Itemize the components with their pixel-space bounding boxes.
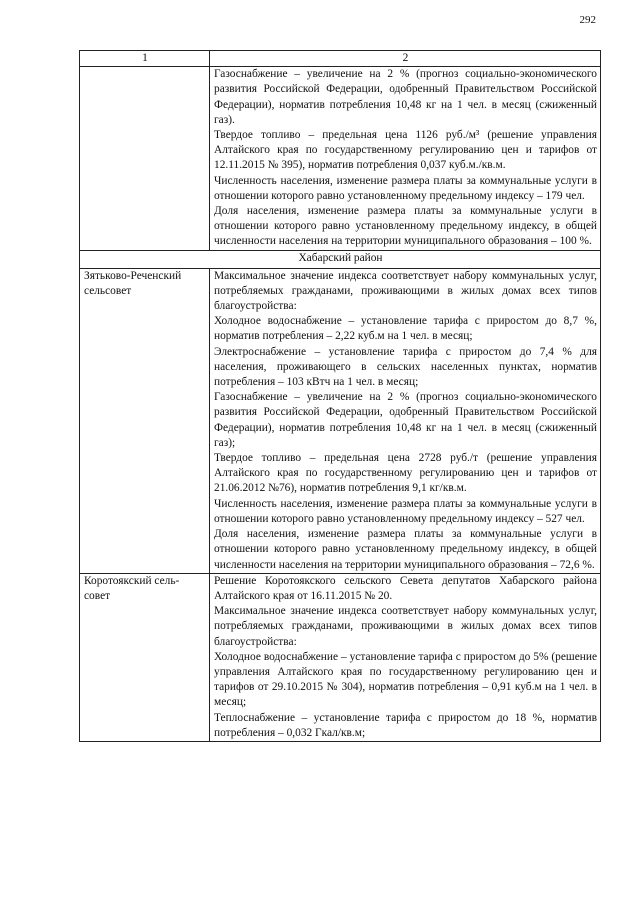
settlement-name-cell (80, 67, 210, 250)
settlement-name-line: Коротоякский сель- (84, 574, 180, 587)
paragraph: Теплоснабжение – установление тарифа с приростом до 18 %, норматив потребления – 0,032 Гкал/кв.м; (214, 711, 597, 739)
table-header-row (80, 51, 601, 67)
settlement-name-cell (80, 573, 210, 741)
paragraph: Холодное водоснабжение – установление тарифа с приростом до 8,7 %, норматив потребления – 2,22 куб.м на 1 чел. в месяц; (214, 315, 597, 343)
paragraph: Электроснабжение – установление тарифа с приростом до 7,4 % для населения, проживающего в сельских населенных пунктах, норматив потребления – 103 кВтч на 1 чел. в месяц; (214, 345, 597, 389)
description-cell (210, 67, 601, 250)
description-cell (210, 573, 601, 741)
settlement-name-cell (80, 268, 210, 573)
district-row (80, 250, 601, 268)
table-row (80, 573, 601, 741)
paragraph: Численность населения, изменение размера платы за коммунальные услуги в отношении которого равно установленному предельному индексу – 527 чел. (214, 497, 597, 525)
paragraph: Газоснабжение – увеличение на 2 % (прогноз социально-экономического развития Российской Федерации, одобренный Правительством Российской Федерации), норматив потребления 10,48 кг на 1 чел. в месяц (сжиженный газ). (214, 68, 597, 126)
page-number: 292 (579, 14, 596, 26)
description-cell (210, 268, 601, 573)
paragraph: Доля населения, изменение размера платы за коммунальные услуги в отношении которого равно установленному предельному индексу, в общей численности населения на территории муниципального образования – 72,6 %. (214, 528, 597, 571)
table-row (80, 268, 601, 573)
paragraph: Максимальное значение индекса соответствует набору коммунальных услуг, потребляемых гражданами, проживающими в жилых домах всех типов благоустройства: (214, 605, 597, 648)
table-row (80, 67, 601, 250)
paragraph: Максимальное значение индекса соответствует набору коммунальных услуг, потребляемых гражданами, проживающими в жилых домах всех типов благоустройства: (214, 269, 597, 313)
settlement-name-line: сельсовет (84, 284, 132, 297)
paragraph: Холодное водоснабжение – установление тарифа с приростом до 5% (решение управления Алтайского края по государственному регулированию цен и тарифов от 29.10.2015 № 304), норматив потребления – 0,91 куб.м на 1 чел. в месяц; (214, 650, 597, 709)
header-col-2: 2 (210, 51, 601, 67)
paragraph: Численность населения, изменение размера платы за коммунальные услуги в отношении которого равно установленному предельному индексу – 179 чел. (214, 174, 597, 202)
paragraph: Газоснабжение – увеличение на 2 % (прогноз социально-экономического развития Российской Федерации, одобренный Правительством Российской Федерации), норматив потребления 10,48 кг на 1 чел. в месяц (сжиженный газ); (214, 391, 597, 449)
tariff-table (79, 50, 601, 742)
paragraph: Решение Коротоякского сельского Севета депутатов Хабарского района Алтайского края от 16.11.2015 № 20. (214, 574, 597, 602)
paragraph: Твердое топливо – предельная цена 2728 руб./т (решение управления Алтайского края по государственному регулированию цен и тарифов от 21.06.2012 №76), норматив потребления 9,1 кг/кв.м. (214, 452, 597, 495)
paragraph: Доля населения, изменение размера платы за коммунальные услуги в отношении которого равно установленному предельному индексу, в общей численности населения на территории муниципального образования – 100 %. (214, 205, 597, 248)
settlement-name-line: совет (84, 589, 111, 602)
header-col-1: 1 (80, 51, 210, 67)
district-heading: Хабарский район (80, 250, 601, 268)
settlement-name-line: Зятьково-Реченский (84, 269, 182, 282)
paragraph: Твердое топливо – предельная цена 1126 руб./м³ (решение управления Алтайского края по государственному регулированию цен и тарифов от 12.11.2015 № 395), норматив потребления 0,037 куб.м./кв.м. (214, 129, 597, 172)
